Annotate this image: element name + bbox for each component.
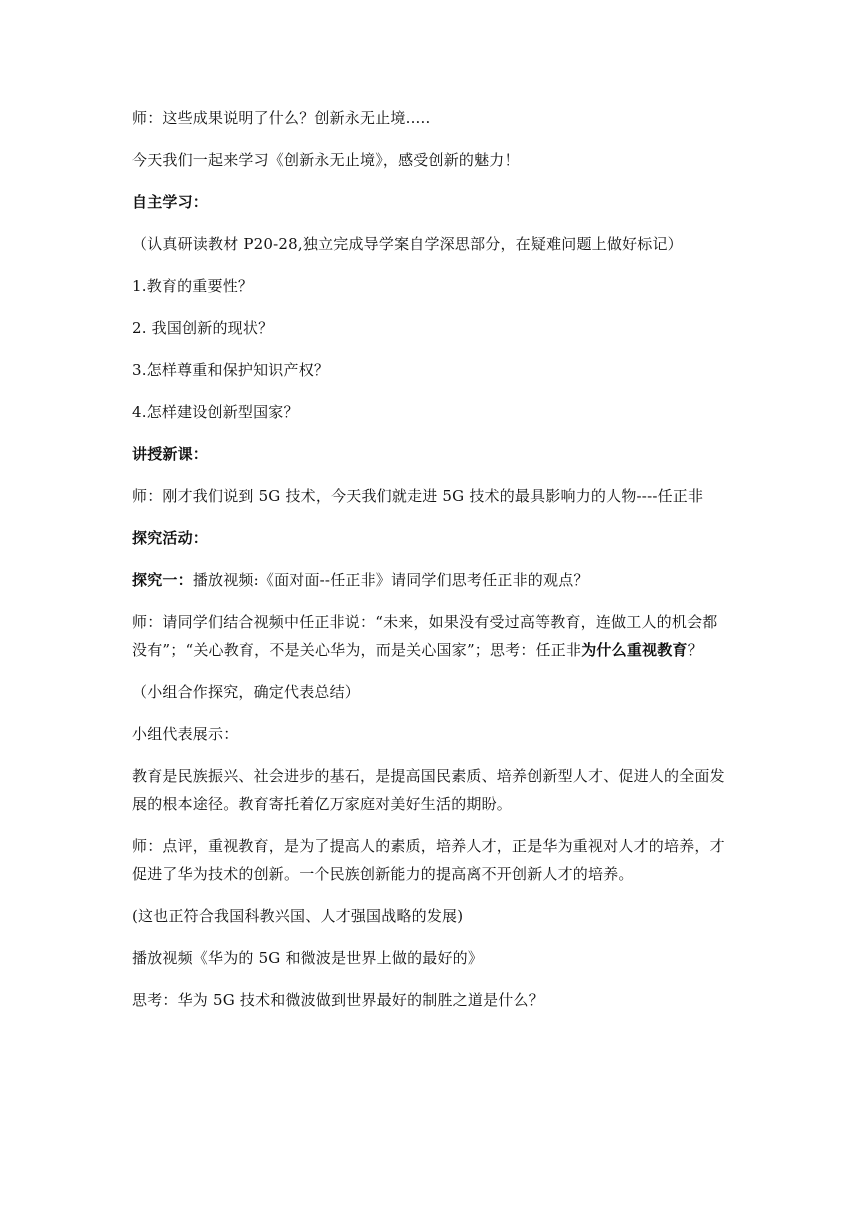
education-summary: 教育是民族振兴、社会进步的基石，是提高国民素质、培养创新型人才、促进人的全面发展的根本途径。教育寄托着亿万家庭对美好生活的期盼。 [132, 767, 725, 813]
study-question-1: 1.教育的重要性？ [132, 277, 254, 295]
video-title-line: 播放视频《华为的 5G 和微波是世界上做的最好的》 [132, 949, 484, 967]
inquiry-one-paragraph [132, 566, 732, 594]
final-question: 思考：华为 5G 技术和微波做到世界最好的制胜之道是什么？ [132, 991, 544, 1009]
education-emphasis: 为什么重视教育 [581, 641, 688, 659]
study-question-2: 2. 我国创新的现状？ [132, 319, 274, 337]
group-work-note: （小组合作探究，确定代表总结） [132, 683, 361, 701]
teacher-education-text: 师：请同学们结合视频中任正非说：“未来，如果没有受过高等教育，连做工人的机会都没有”；“关心教育，不是关心华为，而是关心国家”；思考：任正非 [132, 613, 718, 659]
lesson-intro-line: 今天我们一起来学习《创新永无止境》，感受创新的魅力！ [132, 151, 520, 169]
document-body [132, 104, 732, 1028]
inquiry-one-label: 探究一： [132, 571, 193, 589]
inquiry-one-text: 播放视频:《面对面--任正非》请同学们思考任正非的观点？ [192, 571, 589, 589]
heading-self-study: 自主学习： [132, 193, 209, 211]
study-question-3: 3.怎样尊重和保护知识产权？ [132, 361, 330, 379]
self-study-instruction: （认真研读教材 P20-28,独立完成导学案自学深思部分，在疑难问题上做好标记） [132, 235, 683, 253]
teacher-education-question [132, 608, 732, 664]
education-question-mark: ？ [687, 641, 703, 659]
strategy-note: (这也正符合我国科教兴国、人才强国战略的发展) [132, 907, 464, 925]
teacher-question-line: 师：这些成果说明了什么？创新永无止境..... [132, 109, 431, 127]
group-presentation-label: 小组代表展示： [132, 725, 239, 743]
teacher-comment: 师：点评，重视教育，是为了提高人的素质，培养人才，正是华为重视对人才的培养，才促进了华为技术的创新。一个民族创新能力的提高离不开创新人才的培养。 [132, 837, 725, 883]
teacher-5g-intro: 师：刚才我们说到 5G 技术，今天我们就走进 5G 技术的最具影响力的人物----任正非 [132, 487, 704, 505]
heading-new-lesson: 讲授新课： [132, 445, 209, 463]
study-question-4: 4.怎样建设创新型国家？ [132, 403, 299, 421]
heading-inquiry: 探究活动： [132, 529, 209, 547]
